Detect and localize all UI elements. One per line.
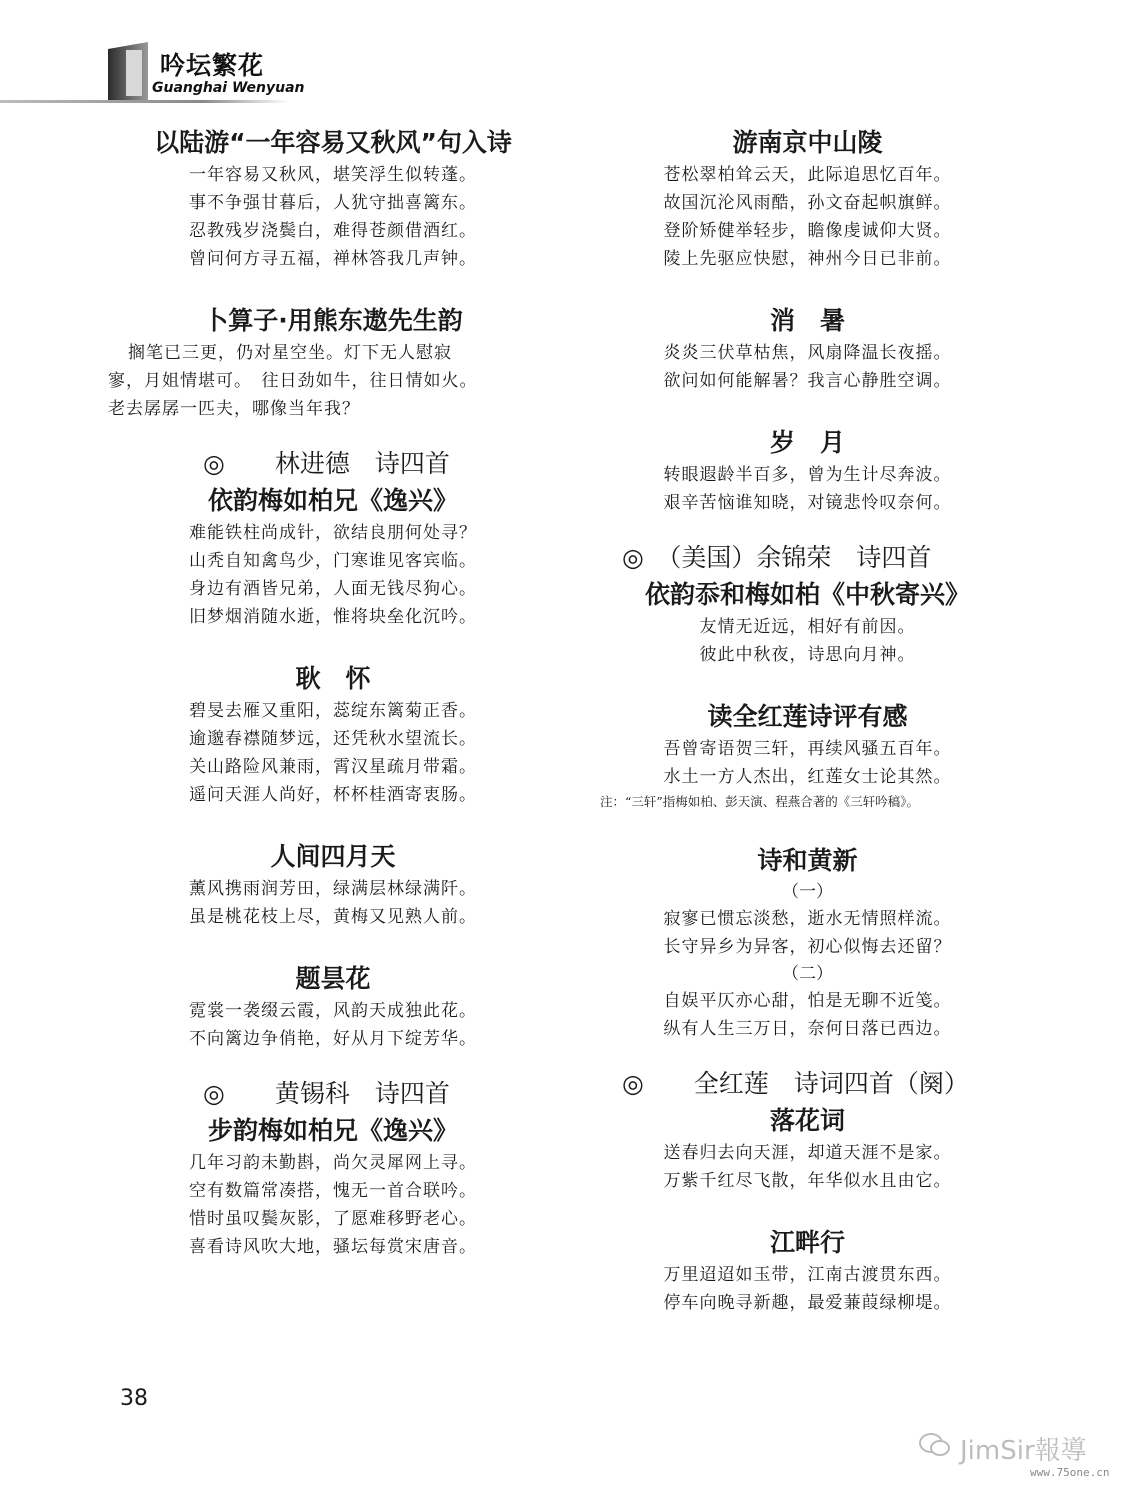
poem-title: 读全红莲诗评有感 [707, 702, 908, 731]
poem-line: 水土一方人杰出，红莲女士论其然。 [663, 767, 952, 787]
poem-line: 一年容易又秋风，堪笑浮生似转蓬。 [189, 165, 477, 185]
poem-line: 关山路险风兼雨，霄汉星疏月带霜。 [189, 757, 477, 777]
poem-line: 欲问如何能解暑？我言心静胜空调。 [663, 371, 952, 391]
poem-right-1 [600, 125, 1015, 273]
header-title: 吟坛繁花 [160, 51, 265, 80]
poem-line: 长守异乡为异客，初心似悔去还留？ [663, 937, 952, 957]
poem-line: 吾曾寄语贺三轩，再续风骚五百年。 [663, 739, 952, 759]
poem-line: 寥，月姐情堪可。 往日劲如牛，往日情如火。 [108, 371, 478, 391]
poem-title: 游南京中山陵 [732, 128, 883, 157]
poem-line: 空有数篇常凑搭，愧无一首合联吟。 [189, 1181, 477, 1201]
poem-title: 岁 月 [769, 428, 845, 457]
poem-section-number: （二） [782, 964, 833, 984]
poem-line: 几年习韵未勤斟，尚欠灵犀网上寻。 [189, 1153, 477, 1173]
poem-line: 忍教残岁浇鬓白，难得苍颜借酒红。 [189, 221, 477, 241]
poem-title: 耿 怀 [295, 664, 371, 693]
header-rule [0, 100, 290, 103]
poem-line: 不向篱边争俏艳，好从月下绽芳华。 [189, 1029, 477, 1049]
poem-right-5 [600, 699, 1015, 813]
poem-line: 自娱平仄亦心甜，怕是无聊不近笺。 [663, 991, 952, 1011]
poem-line: 虽是桃花枝上尽，黄梅又见熟人前。 [189, 907, 477, 927]
poem-line: 寂寥已惯忘淡愁，逝水无情照样流。 [663, 909, 952, 929]
author-heading: ◎ （美国）余锦荣 诗四首 [622, 543, 932, 572]
poem-line: 遥问天涯人尚好，杯杯桂酒寄衷肠。 [189, 785, 477, 805]
poem-line: 难能铁柱尚成针，欲结良朋何处寻？ [189, 523, 477, 543]
poem-line: 事不争强甘暮后，人犹守拙喜篱东。 [189, 193, 477, 213]
poem-line: 旧梦烟消随水逝，惟将块垒化沉吟。 [189, 607, 477, 627]
poem-line: 炎炎三伏草枯焦，风扇降温长夜摇。 [663, 343, 952, 363]
poem-line: 老去孱孱一匹夫，哪像当年我？ [108, 399, 360, 419]
poem-line: 艰辛苦恼谁知晓，对镜悲怜叹奈何。 [663, 493, 952, 513]
poem-left-2 [108, 303, 558, 423]
poem-right-7 [600, 1103, 1015, 1195]
watermark-url: www.75one.cn [1030, 1466, 1110, 1479]
poem-line: 万里迢迢如玉带，江南古渡贯东西。 [663, 1265, 952, 1285]
watermark-text: JimSir報導 [960, 1436, 1087, 1466]
page-header [0, 0, 1125, 110]
poem-line: 薰风携雨润芳田，绿满层林绿满阡。 [189, 879, 477, 899]
poem-left-4 [108, 661, 558, 809]
author-heading: ◎ 林进德 诗四首 [203, 449, 450, 478]
poem-left-7 [108, 1113, 558, 1261]
poem-right-8 [600, 1225, 1015, 1317]
poem-line: 霓裳一袭缀云霞，风韵天成独此花。 [189, 1001, 477, 1021]
author-heading: ◎ 黄锡科 诗四首 [203, 1079, 450, 1108]
poem-line: 逾邈春襟随梦远，还凭秋水望流长。 [189, 729, 477, 749]
poem-right-3 [600, 425, 1015, 517]
poem-line: 苍松翠柏耸云天，此际追思忆百年。 [663, 165, 952, 185]
poem-left-1 [108, 125, 558, 273]
poem-right-4 [600, 577, 1015, 669]
poem-left-6 [108, 961, 558, 1053]
right-column [600, 125, 1015, 1317]
poem-title: 卜算子·用熊东遨先生韵 [203, 306, 463, 335]
poem-line: 曾问何方寻五福，禅林答我几声钟。 [189, 249, 477, 269]
poem-title: 依韵梅如柏兄《逸兴》 [207, 486, 458, 515]
poem-line: 搁笔已三更，仍对星空坐。灯下无人慰寂 [128, 343, 452, 363]
poem-line: 万紫千红尽飞散，年华似水且由它。 [663, 1171, 952, 1191]
poem-line: 故国沉沦风雨酷，孙文奋起帜旗鲜。 [663, 193, 952, 213]
poem-title: 诗和黄新 [757, 846, 858, 875]
poem-title: 题昙花 [295, 964, 371, 993]
poem-title: 消 暑 [769, 306, 845, 335]
poem-title: 人间四月天 [270, 842, 396, 871]
poem-line: 停车向晚寻新趣，最爱蒹葭绿柳堤。 [663, 1293, 952, 1313]
poem-left-5 [108, 839, 558, 931]
poem-line: 喜看诗风吹大地，骚坛每赏宋唐音。 [189, 1237, 477, 1257]
author-heading: ◎ 全红莲 诗词四首（阕） [622, 1069, 969, 1098]
poem-section-number: （一） [782, 882, 833, 902]
page-number: 38 [120, 1386, 148, 1411]
poem-title: 落花词 [769, 1106, 845, 1135]
poem-line: 友情无近远，相好有前因。 [699, 617, 916, 637]
poem-note: 注：“三轩”指梅如柏、彭天演、程燕合著的《三轩吟稿》。 [600, 794, 920, 809]
wechat-icon [918, 1432, 952, 1458]
header-logo-accent [126, 50, 142, 96]
poem-line: 彼此中秋夜，诗思向月神。 [699, 645, 916, 665]
poem-line: 送春归去向天涯，却道天涯不是家。 [663, 1143, 952, 1163]
poem-line: 登阶矫健举轻步，瞻像虔诚仰大贤。 [663, 221, 952, 241]
poem-line: 身边有酒皆兄弟，人面无钱尽狗心。 [189, 579, 477, 599]
poem-line: 陵上先驱应快慰，神州今日已非前。 [663, 249, 952, 269]
poem-right-2 [600, 303, 1015, 395]
poem-title: 以陆游“一年容易又秋风”句入诗 [154, 128, 512, 157]
poem-line: 转眼遐龄半百多，曾为生计尽奔波。 [663, 465, 952, 485]
header-subtitle: Guanghai Wenyuan [152, 80, 305, 96]
poem-title: 步韵梅如柏兄《逸兴》 [207, 1116, 458, 1145]
poem-title: 依韵忝和梅如柏《中秋寄兴》 [644, 580, 970, 609]
left-column [108, 125, 558, 1261]
poem-title: 江畔行 [769, 1228, 845, 1257]
poem-line: 碧旻去雁又重阳，蕊绽东篱菊正香。 [189, 701, 477, 721]
poem-line: 山秃自知禽鸟少，门寒谁见客宾临。 [189, 551, 477, 571]
poem-left-3 [108, 483, 558, 631]
poem-line: 纵有人生三万日，奈何日落已西边。 [663, 1019, 952, 1039]
poem-line: 惜时虽叹鬓灰影，了愿难移野老心。 [189, 1209, 477, 1229]
poem-right-6 [600, 843, 1015, 1043]
